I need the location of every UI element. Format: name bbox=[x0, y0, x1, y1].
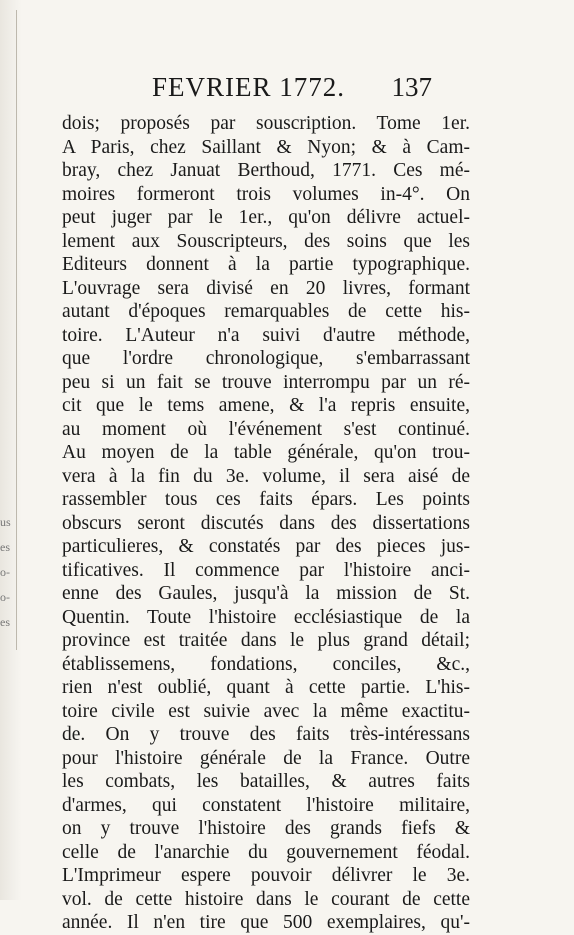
text-line: les combats, les batailles, & autres faits bbox=[62, 771, 470, 792]
text-line: toire civile est suivie avec la même exactitu- bbox=[62, 700, 470, 722]
text-line: pour l'histoire générale de la France. Outre bbox=[62, 747, 470, 769]
text-line: de. On y trouve des faits très-intéressans bbox=[62, 724, 470, 745]
binding-edge bbox=[16, 10, 17, 650]
text-line: L'ouvrage sera divisé en 20 livres, formant bbox=[62, 277, 470, 299]
text-line: peu si un fait se trouve interrompu par un ré- bbox=[62, 371, 470, 393]
text-line: obscurs seront discutés dans des dissertations bbox=[62, 512, 470, 534]
text-line: peut juger par le 1er., qu'on délivre actuel- bbox=[62, 207, 470, 228]
text-line: d'armes, qui constatent l'histoire militaire, bbox=[62, 794, 470, 816]
text-line: tificatives. Il commence par l'histoire anci- bbox=[62, 559, 470, 581]
text-line: vera à la fin du 3e. volume, il sera aisé de bbox=[62, 465, 470, 487]
text-line: Editeurs donnent à la partie typographique. bbox=[62, 254, 470, 275]
running-title: FEVRIER 1772. bbox=[152, 72, 346, 102]
text-line: province est traitée dans le plus grand détail; bbox=[62, 630, 470, 651]
text-line: Au moyen de la table générale, qu'on trou- bbox=[62, 442, 470, 463]
text-line: moires formeront trois volumes in-4°. On bbox=[62, 183, 470, 205]
body-text bbox=[62, 112, 470, 935]
margin-fragments bbox=[0, 510, 14, 635]
text-line: dois; proposés par souscription. Tome 1er. bbox=[62, 113, 470, 134]
text-line: L'Imprimeur espere pouvoir délivrer le 3e. bbox=[62, 865, 470, 886]
page-gutter bbox=[0, 0, 22, 900]
text-line: celle de l'anarchie du gouvernement féodal. bbox=[62, 841, 470, 863]
margin-fragment: o- bbox=[0, 590, 10, 604]
margin-fragment: o- bbox=[0, 565, 10, 579]
margin-fragment: es bbox=[0, 615, 10, 629]
text-line: enne des Gaules, jusqu'à la mission de St. bbox=[62, 583, 470, 604]
text-line: rien n'est oublié, quant à cette partie. L'his- bbox=[62, 677, 470, 698]
text-line: cit que le tems amene, & l'a repris ensuite, bbox=[62, 395, 470, 416]
margin-fragment: us bbox=[0, 515, 11, 529]
page-header bbox=[152, 72, 432, 106]
text-line: établissemens, fondations, conciles, &c., bbox=[62, 653, 470, 675]
text-line: Quentin. Toute l'histoire ecclésiastique de la bbox=[62, 606, 470, 628]
page-number: 137 bbox=[391, 72, 432, 102]
text-line: particulieres, & constatés par des pieces jus- bbox=[62, 536, 470, 557]
text-line: on y trouve l'histoire des grands fiefs & bbox=[62, 818, 470, 839]
text-line: vol. de cette histoire dans le courant de cette bbox=[62, 888, 470, 910]
text-line: bray, chez Januat Berthoud, 1771. Ces mé- bbox=[62, 160, 470, 181]
text-line: toire. L'Auteur n'a suivi d'autre méthode, bbox=[62, 324, 470, 346]
text-line: A Paris, chez Saillant & Nyon; & à Cam- bbox=[62, 136, 470, 158]
text-line: rassembler tous ces faits épars. Les points bbox=[62, 489, 470, 510]
text-line: que l'ordre chronologique, s'embarrassant bbox=[62, 348, 470, 369]
text-line: année. Il n'en tire que 500 exemplaires, qu'- bbox=[62, 912, 470, 933]
text-line: lement aux Souscripteurs, des soins que les bbox=[62, 230, 470, 252]
text-line: au moment où l'événement s'est continué. bbox=[62, 418, 470, 440]
margin-fragment: es bbox=[0, 540, 10, 554]
text-line: autant d'époques remarquables de cette his- bbox=[62, 301, 470, 322]
